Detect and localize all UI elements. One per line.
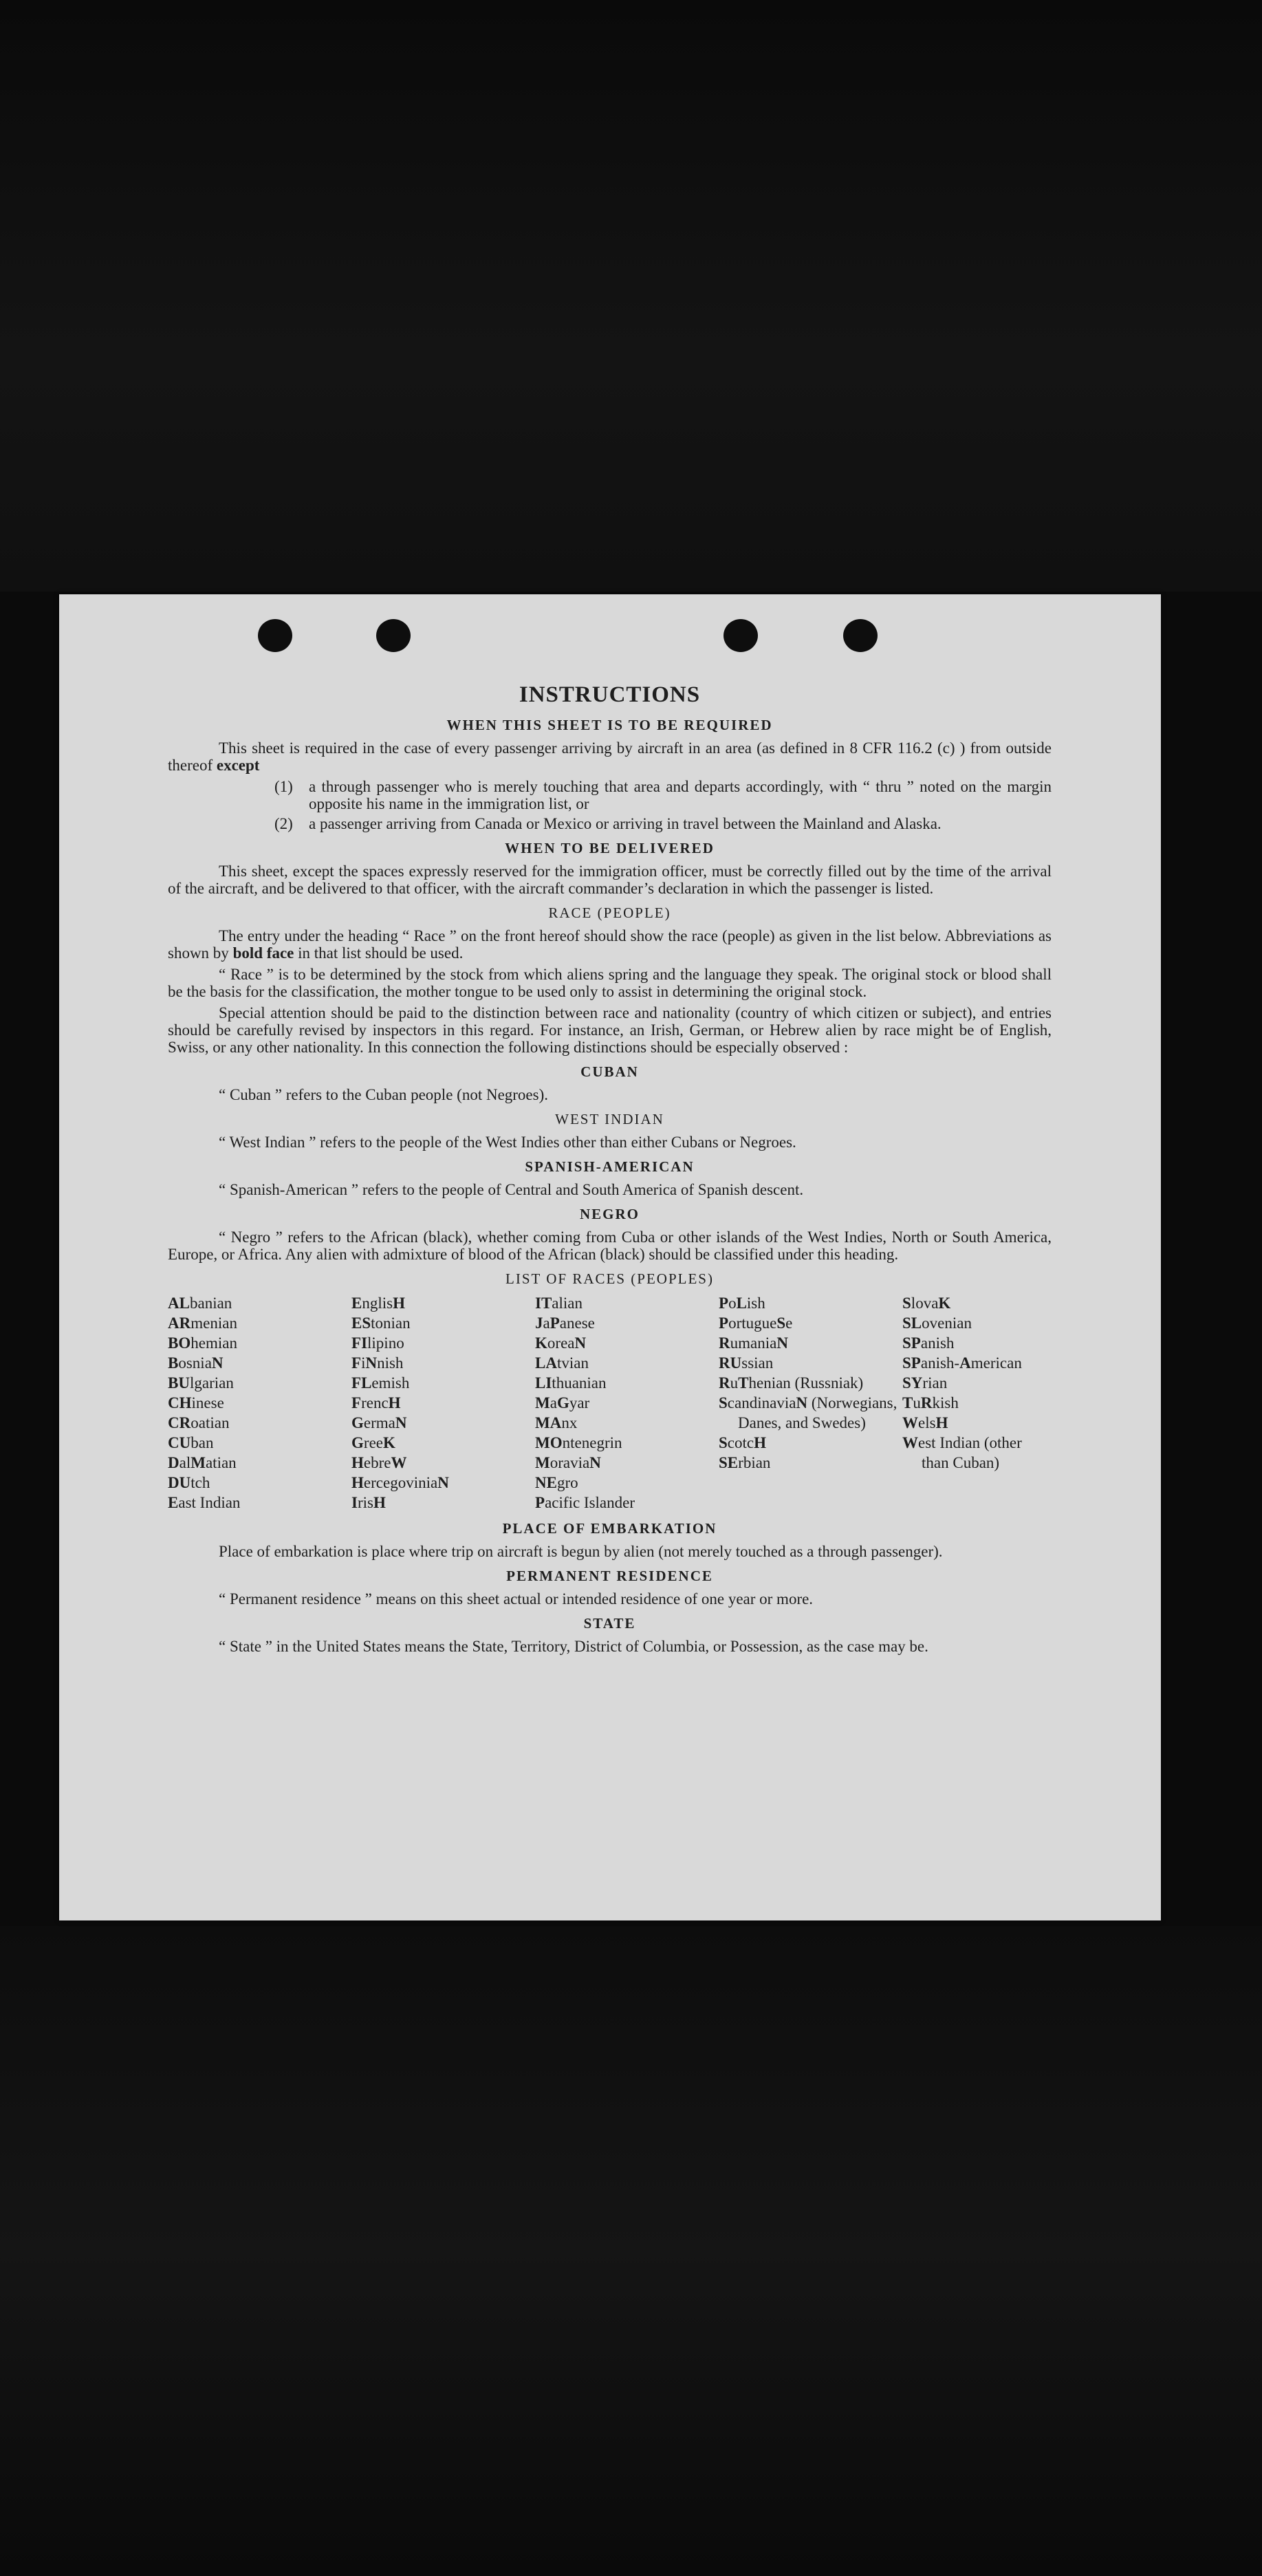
race-entry: PortugueSe xyxy=(719,1314,793,1332)
section-heading-cuban: CUBAN xyxy=(580,1063,639,1080)
section-heading-state: STATE xyxy=(583,1615,636,1632)
race-entry: GreeK xyxy=(351,1434,395,1451)
race-entry: RuThenian (Russniak) xyxy=(719,1374,864,1392)
races-list xyxy=(168,1293,1052,1513)
punch-hole-icon xyxy=(724,619,758,652)
race-entry: DUtch xyxy=(168,1474,210,1491)
section-heading-permanent-residence: PERMANENT RESIDENCE xyxy=(506,1568,713,1584)
exception-item xyxy=(168,815,1052,832)
race-entry: West Indian (other than Cuban) xyxy=(902,1434,1022,1471)
race-paragraph-2: “ Race ” is to be determined by the stock from which aliens spring and the language they speak. The original stock or blood shall be the basis for the classification, the mother tongue to be used only to assist in determining the original stock. xyxy=(168,966,1052,1000)
race-p1-bold: bold face xyxy=(232,944,294,962)
section-heading-when-required: WHEN THIS SHEET IS TO BE REQUIRED xyxy=(446,717,773,733)
race-entry: ARmenian xyxy=(168,1314,237,1332)
exception-text: a passenger arriving from Canada or Mexico or arriving in travel between the Mainland and Alaska. xyxy=(309,815,942,832)
race-entry: SErbian xyxy=(719,1454,771,1471)
punch-hole-icon xyxy=(258,619,292,652)
race-entry: MAnx xyxy=(535,1414,578,1431)
race-entry: BUlgarian xyxy=(168,1374,234,1392)
race-entry: NEgro xyxy=(535,1474,578,1491)
race-entry: CUban xyxy=(168,1434,214,1451)
spanish-american-text: “ Spanish-American ” refers to the people of Central and South America of Spanish descent. xyxy=(219,1181,804,1198)
race-entry: GermaN xyxy=(351,1414,407,1431)
race-entry: East Indian xyxy=(168,1494,241,1511)
document-sheet xyxy=(59,594,1161,1920)
section-heading-spanish-american: SPANISH-AMERICAN xyxy=(525,1158,695,1175)
race-entry: SPanish-American xyxy=(902,1354,1022,1372)
page-title: INSTRUCTIONS xyxy=(519,682,701,707)
section-heading-embarkation: PLACE OF EMBARKATION xyxy=(502,1520,717,1537)
races-column xyxy=(902,1293,1052,1513)
exception-text: a through passenger who is merely touching that area and departs accordingly, with “ thru ” noted on the margin opposite his name in the immigration list, or xyxy=(309,778,1052,812)
section-heading-negro: NEGRO xyxy=(579,1206,640,1222)
race-entry: ScandinaviaN (Norwegians, Danes, and Swedes) xyxy=(719,1394,897,1431)
race-entry: DalMatian xyxy=(168,1454,237,1471)
race-entry: PoLish xyxy=(719,1295,765,1312)
punch-hole-icon xyxy=(376,619,411,652)
race-entry: MaGyar xyxy=(535,1394,590,1411)
document-content xyxy=(168,682,1052,1659)
race-entry: RumaniaN xyxy=(719,1334,788,1352)
intro-except: except xyxy=(216,757,260,774)
race-entry: FLemish xyxy=(351,1374,410,1392)
race-entry: LAtvian xyxy=(535,1354,589,1372)
race-entry: WelsH xyxy=(902,1414,948,1431)
race-entry: EnglisH xyxy=(351,1295,405,1312)
race-entry: MOntenegrin xyxy=(535,1434,622,1451)
race-entry: SLovenian xyxy=(902,1314,972,1332)
section-heading-list-of-races: LIST OF RACES (PEOPLES) xyxy=(505,1270,714,1287)
race-entry: ITalian xyxy=(535,1295,583,1312)
race-entry: JaPanese xyxy=(535,1314,595,1332)
race-entry: SlovaK xyxy=(902,1295,951,1312)
punch-hole-icon xyxy=(843,619,878,652)
race-entry: ALbanian xyxy=(168,1295,232,1312)
race-entry: CHinese xyxy=(168,1394,224,1411)
race-entry: LIthuanian xyxy=(535,1374,607,1392)
race-entry: SYrian xyxy=(902,1374,948,1392)
race-entry: MoraviaN xyxy=(535,1454,601,1471)
section-heading-west-indian: WEST INDIAN xyxy=(555,1111,664,1127)
scan-background-bottom xyxy=(0,1926,1262,2576)
races-column xyxy=(351,1293,535,1513)
exception-number: (1) xyxy=(274,778,293,795)
races-column xyxy=(168,1293,351,1513)
race-entry: CRoatian xyxy=(168,1414,230,1431)
race-entry: EStonian xyxy=(351,1314,411,1332)
cuban-text: “ Cuban ” refers to the Cuban people (not Negroes). xyxy=(219,1086,549,1103)
race-entry: SPanish xyxy=(902,1334,955,1352)
race-entry: RUssian xyxy=(719,1354,774,1372)
race-entry: HercegoviniaN xyxy=(351,1474,449,1491)
intro-lead: This sheet is required in the case of every passenger arriving by aircraft in an area (as defined in 8 CFR 116.2 (c) ) from outside thereof xyxy=(168,739,1052,774)
race-entry: FrencH xyxy=(351,1394,401,1411)
section-heading-race: RACE (PEOPLE) xyxy=(548,905,671,921)
scan-background-top xyxy=(0,0,1262,592)
state-text: “ State ” in the United States means the State, Territory, District of Columbia, or Possession, as the case may be. xyxy=(219,1638,928,1655)
race-paragraph-1 xyxy=(168,927,1052,962)
race-entry: FiNnish xyxy=(351,1354,404,1372)
race-entry: IrisH xyxy=(351,1494,386,1511)
race-p1-tail: in that list should be used. xyxy=(298,944,464,962)
race-entry: Pacific Islander xyxy=(535,1494,635,1511)
exception-item xyxy=(168,778,1052,812)
race-entry: FIlipino xyxy=(351,1334,404,1352)
west-indian-text: “ West Indian ” refers to the people of the West Indies other than either Cubans or Negroes. xyxy=(219,1134,796,1151)
race-entry: HebreW xyxy=(351,1454,407,1471)
residence-text: “ Permanent residence ” means on this sheet actual or intended residence of one year or more. xyxy=(219,1590,814,1608)
race-paragraph-3: Special attention should be paid to the distinction between race and nationality (country of which citizen or subject), and entries should be carefully revised by inspectors in this regard. For instance, an Irish, German, or Hebrew alien by race might be of English, Swiss, or any other nationality. In this connection the following distinctions should be especially observed : xyxy=(168,1004,1052,1056)
embarkation-text: Place of embarkation is place where trip on aircraft is begun by alien (not merely touched as a through passenger). xyxy=(219,1543,943,1560)
race-entry: ScotcH xyxy=(719,1434,767,1451)
race-entry: BOhemian xyxy=(168,1334,237,1352)
when-required-intro xyxy=(168,739,1052,774)
race-entry: KoreaN xyxy=(535,1334,587,1352)
races-column xyxy=(719,1293,902,1513)
section-heading-when-delivered: WHEN TO BE DELIVERED xyxy=(505,840,715,856)
race-p1-lead: The entry under the heading “ Race ” on the front hereof should show the race (people) as given in the list below. Abbreviations as shown by xyxy=(168,927,1052,962)
race-entry: TuRkish xyxy=(902,1394,959,1411)
races-column xyxy=(535,1293,719,1513)
exception-number: (2) xyxy=(274,815,293,832)
race-entry: BosniaN xyxy=(168,1354,224,1372)
negro-text: “ Negro ” refers to the African (black), whether coming from Cuba or other islands of the West Indies, North or South America, Europe, or Africa. Any alien with admixture of blood of the African (black) should be classified under this heading. xyxy=(168,1229,1052,1263)
when-delivered-text: This sheet, except the spaces expressly reserved for the immigration officer, must be correctly filled out by the time of the arrival of the aircraft, and be delivered to that officer, with the aircraft commander’s declaration in which the passenger is listed. xyxy=(168,863,1052,897)
